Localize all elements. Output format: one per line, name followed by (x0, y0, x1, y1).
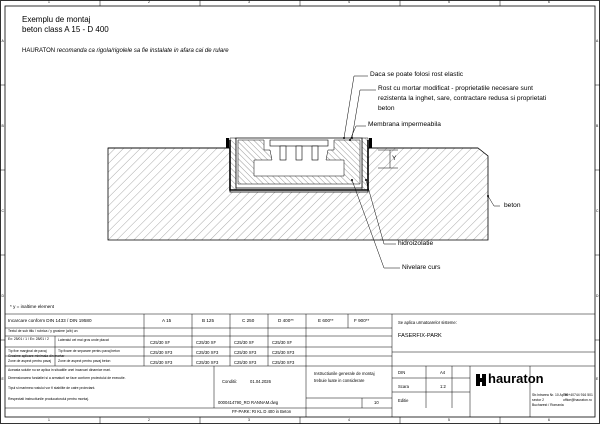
border-number-bottom-5: 5 (448, 418, 450, 422)
label-mortar-line3: beton (378, 105, 395, 112)
note-1: Dimensionarea fundatiei si a armaturii se face conform proiectului de executie. (8, 376, 126, 380)
class-a15: A 15 (162, 318, 172, 323)
row-label-1: Ex: 25/01 / 1 / Ex: 28/01 / 2 (8, 337, 49, 341)
cell-r0-c3: C25/30 XF (272, 340, 293, 345)
page-title-line1: Exemplu de montaj (22, 15, 91, 24)
drawing-title: FF-PARK: RI KL D 400 in Beton (232, 409, 292, 414)
cell-r2-c3: C25/30 XF3 (272, 360, 295, 365)
border-number-2: 2 (148, 0, 150, 4)
note-0: Aceasta solutie nu se aplica in situatiile unei incarcari dinamice mari. (8, 368, 111, 372)
document-number: 0000414790_RO RANNAM.dwg (218, 400, 279, 405)
company-logo-text: hauraton (488, 371, 544, 386)
mortar-joint-right (362, 138, 368, 190)
sub-label-2: Zone de aspect pentru pavaj beton (58, 359, 111, 363)
company-phone: Tel +40744 916 501 (563, 393, 593, 397)
note-2: Tipul si marimea rostului vor fi stabilite de catre proiectant. (8, 386, 96, 390)
label-membrane: Membrana impermeabila (368, 121, 441, 128)
cell-r0-c2: C25/30 XF (234, 340, 255, 345)
cell-r2-c1: C25/30 XF3 (196, 360, 219, 365)
row-label-4: Zone de aspect pentru pavaj (8, 359, 51, 363)
cell-r0-c1: C25/30 XF (196, 340, 217, 345)
sub-label-0: Lateralul cel mai gros unde placat (58, 338, 109, 342)
cell-r0-c0: C25/30 XF (150, 340, 171, 345)
format-value-din: A4 (440, 370, 446, 375)
class-c250: C 250 (242, 318, 255, 323)
company-address-line3: Bucharest / Romania (532, 403, 564, 407)
border-letter-right-d: D (596, 294, 599, 298)
cell-r1-c1: C25/30 XF3 (196, 350, 219, 355)
class-e600: E 600** (318, 318, 334, 323)
label-concrete: beton (504, 202, 521, 209)
format-label-edition: Editie (398, 398, 409, 403)
border-number-bottom-2: 2 (148, 418, 150, 422)
border-letter-a: A (1, 39, 4, 43)
class-b125: B 125 (202, 318, 215, 323)
sheet-number: 10 (374, 400, 379, 405)
load-norm-header: Incarcare conform DIN 1433 / DIN 19580 (8, 318, 92, 323)
class-d400: D 400** (278, 318, 294, 323)
row-label-3: Grosime aplicare minimala din mortar (8, 354, 65, 358)
format-label-din: DIN (398, 370, 406, 375)
border-letter-right-c: C (596, 209, 599, 213)
footnote: * y = inaltime element (10, 304, 55, 309)
border-number-3: 3 (248, 0, 250, 4)
border-number-1: 1 (48, 0, 50, 4)
label-waterproofing: hidroizolatie (398, 240, 434, 247)
recommendation-text (22, 48, 229, 54)
title-block-lines (5, 314, 595, 417)
border-letter-right-b: B (596, 124, 599, 128)
format-label-scale: Scara (398, 384, 409, 389)
expansion-joint-left (226, 138, 229, 148)
label-curb-level: Nivelare curs (402, 264, 441, 271)
border-number-bottom-6: 6 (548, 418, 550, 422)
expansion-joint-right (369, 138, 372, 148)
dimension-y-label: Y (392, 155, 397, 162)
label-expansion-joint: Daca se poate folosi rost elastic (370, 71, 464, 78)
border-letter-c: C (1, 209, 4, 213)
cell-r2-c0: C25/30 XF3 (150, 360, 173, 365)
cell-r2-c2: C25/30 XF3 (234, 360, 257, 365)
border-letter-right-a: A (596, 39, 599, 43)
border-letter-b: B (1, 124, 4, 128)
label-mortar-line1: Rost cu mortar modificat - proprietatile necesare sunt (378, 85, 534, 92)
border-letter-d: D (1, 294, 4, 298)
cell-r1-c0: C25/30 XF3 (150, 350, 173, 355)
row-label-2: Tip fixe marginal de pavaj (8, 349, 47, 353)
border-number-bottom-1: 1 (48, 418, 50, 422)
row-label-0: Textul de sub titlu / rubrica / y grosime (a/b) un (8, 329, 78, 333)
recommendation-body: recomanda ca rigola/rigolele sa fie instalate in afara cai de rulare (56, 48, 229, 54)
system-name: FASERFIX-PARK (398, 333, 442, 339)
sub-label-1: Tip fixare de separare pentru pavaj beton (58, 349, 120, 353)
company-address-line2: sector 2 (532, 398, 545, 402)
conditions-date: 01.04.2026 (250, 379, 271, 384)
company-email: office@hauraton.ro (563, 398, 592, 402)
suitable-label: Se aplica urmatoarelor sisteme: (398, 320, 457, 325)
instructions-line2: trebuie luate in considerare (314, 378, 365, 383)
border-number-4: 4 (348, 0, 350, 4)
hauraton-logo-mark (476, 374, 486, 386)
cell-r1-c2: C25/30 XF3 (234, 350, 257, 355)
border-number-6: 6 (548, 0, 550, 4)
label-mortar-line2: rezistenta la inghet, sare, contractare redusa si proprietati (378, 95, 547, 102)
border-letter-e: E (1, 377, 4, 381)
company-address-line1: Str.Intrarea Nr. 10 Ap.95 (532, 393, 569, 397)
brand-inline: HAURATON (22, 48, 56, 54)
note-3: Respectati instructiunile producatorului pentru montaj. (8, 397, 89, 401)
format-value-scale: 1:2 (440, 384, 446, 389)
class-f900: F 900** (354, 318, 370, 323)
border-number-bottom-3: 3 (248, 418, 250, 422)
instructions-line1: Instructiunile generale de montaj (314, 371, 375, 376)
page-title-line2: beton class A 15 - D 400 (22, 25, 109, 34)
border-number-bottom-4: 4 (348, 418, 350, 422)
mortar-joint-left (230, 138, 236, 190)
border-number-5: 5 (448, 0, 450, 4)
border-letter-right-e: E (596, 377, 599, 381)
conditions-label: Conditii: (222, 379, 238, 384)
cell-r1-c3: C25/30 XF3 (272, 350, 295, 355)
